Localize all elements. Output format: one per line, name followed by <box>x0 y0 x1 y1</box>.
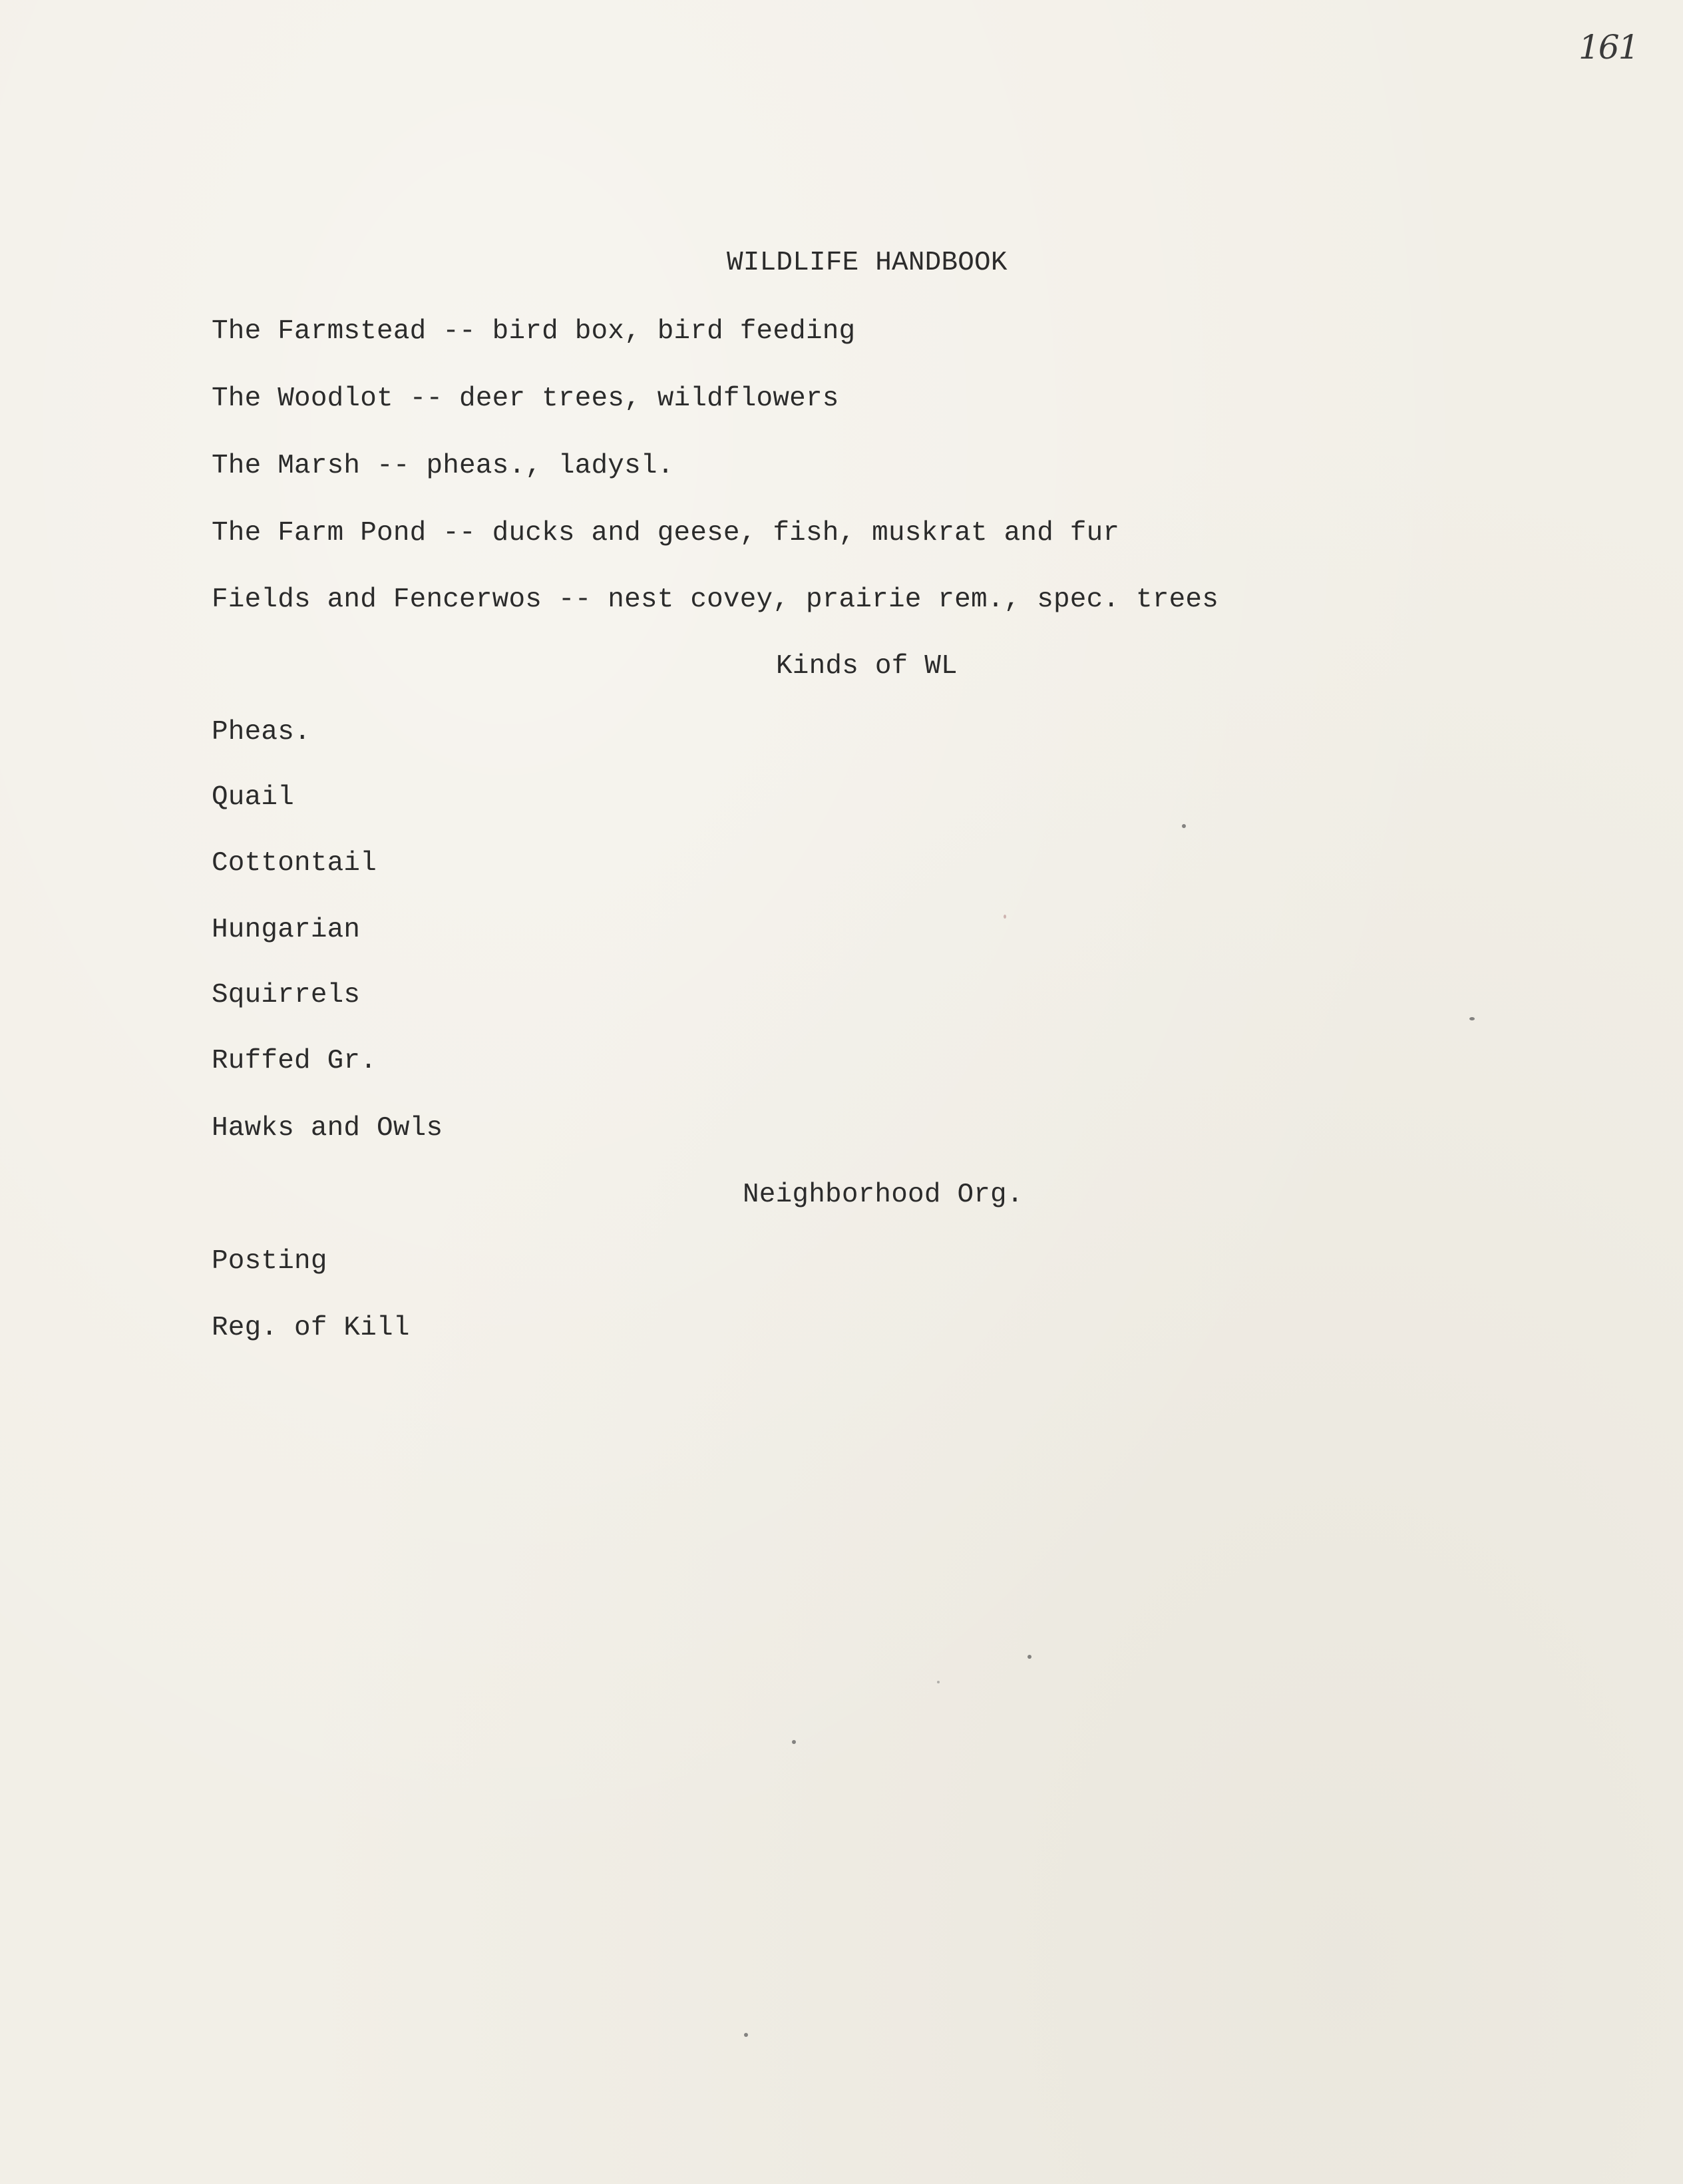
page-number: 161 <box>1579 28 1638 67</box>
org-heading: Neighborhood Org. <box>743 1180 1024 1210</box>
document-title: WILDLIFE HANDBOOK <box>727 248 1008 278</box>
kinds-item: Hawks and Owls <box>212 1113 443 1144</box>
kinds-item: Cottontail <box>212 848 377 879</box>
paper-speck <box>1182 824 1186 828</box>
habitat-line-marsh: The Marsh -- pheas., ladysl. <box>212 451 674 481</box>
paper-speck <box>1469 1017 1475 1020</box>
kinds-item: Pheas. <box>212 717 311 748</box>
paper-speck <box>1028 1655 1031 1659</box>
org-item: Reg. of Kill <box>212 1313 410 1343</box>
org-item: Posting <box>212 1246 327 1277</box>
paper-speck <box>937 1681 940 1683</box>
kinds-item: Squirrels <box>212 980 361 1010</box>
habitat-line-farm-pond: The Farm Pond -- ducks and geese, fish, muskrat and fur <box>212 518 1120 548</box>
kinds-item: Hungarian <box>212 915 361 945</box>
paper-speck <box>792 1740 796 1744</box>
habitat-line-fields: Fields and Fencerwos -- nest covey, prairie rem., spec. trees <box>212 584 1219 615</box>
paper-speck <box>744 2033 748 2037</box>
paper-speck <box>1004 915 1006 919</box>
kinds-item: Quail <box>212 782 295 813</box>
kinds-heading: Kinds of WL <box>776 651 958 682</box>
kinds-item: Ruffed Gr. <box>212 1046 377 1076</box>
habitat-line-farmstead: The Farmstead -- bird box, bird feeding <box>212 316 856 347</box>
habitat-line-woodlot: The Woodlot -- deer trees, wildflowers <box>212 383 839 414</box>
